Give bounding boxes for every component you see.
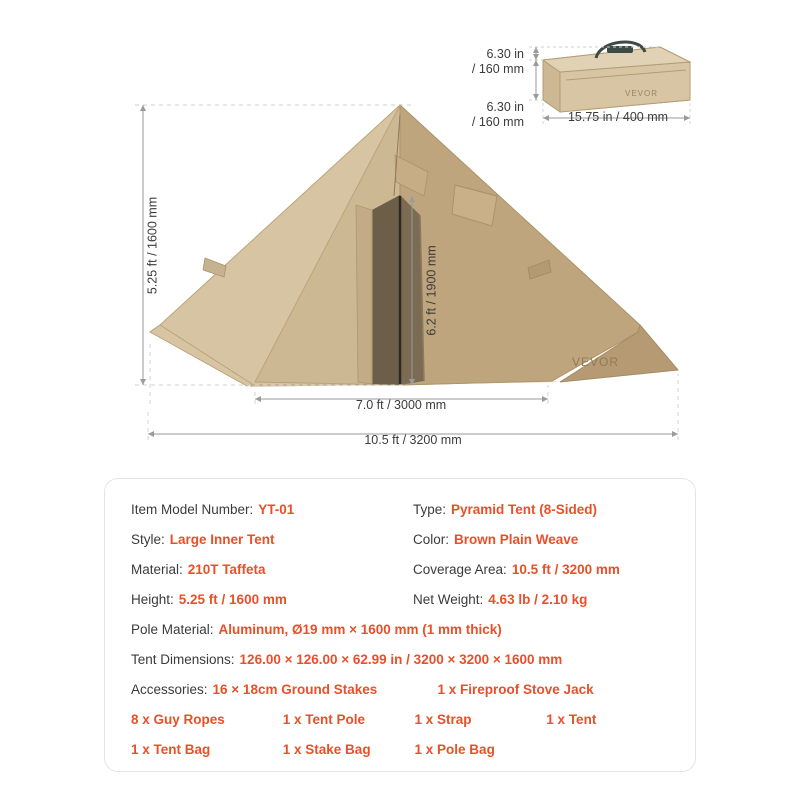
- spec-value: 5.25 ft / 1600 mm: [178, 592, 287, 607]
- spec-label: Item Model Number:: [131, 502, 254, 517]
- tent-inner-height-label: 6.2 ft / 1900 mm: [424, 245, 439, 336]
- tent-illustration: [150, 105, 678, 387]
- bag-brand-logo: VEVOR: [625, 89, 659, 98]
- tent-base-width-label: 7.0 ft / 3000 mm: [355, 398, 447, 412]
- spec-row: [131, 525, 669, 555]
- spec-label: Pole Material:: [131, 622, 214, 637]
- accessory-ground-stakes: 16 × 18cm Ground Stakes: [212, 682, 378, 697]
- bag-depth-label: [452, 100, 524, 130]
- spec-value: Pyramid Tent (8-Sided): [451, 502, 598, 517]
- list-item: 1 x Strap: [414, 712, 472, 727]
- spec-value: 4.63 lb / 2.10 kg: [488, 592, 588, 607]
- spec-value: Large Inner Tent: [169, 532, 275, 547]
- carry-bag-illustration: [543, 42, 690, 112]
- spec-accessories: [131, 675, 669, 705]
- tent-height-label: 5.25 ft / 1600 mm: [145, 196, 160, 295]
- list-item: 1 x Stake Bag: [282, 742, 371, 757]
- spec-row: [131, 585, 669, 615]
- spec-coverage-area: [413, 555, 669, 585]
- spec-pole-material: [131, 615, 669, 645]
- spec-label: Type:: [413, 502, 447, 517]
- spec-label: Color:: [413, 532, 450, 547]
- spec-label: Material:: [131, 562, 183, 577]
- accessories-label: Accessories:: [131, 682, 208, 697]
- bag-depth-label-line2: / 160 mm: [471, 115, 524, 129]
- spec-item-model-number: [131, 495, 413, 525]
- spec-net-weight: [413, 585, 669, 615]
- spec-row: [131, 555, 669, 585]
- spec-row: [131, 495, 669, 525]
- bag-depth-label-line1: 6.30 in: [486, 100, 524, 114]
- spec-type: [413, 495, 669, 525]
- spec-value: 210T Taffeta: [187, 562, 266, 577]
- spec-value: 10.5 ft / 3200 mm: [511, 562, 620, 577]
- list-item: 8 x Guy Ropes: [131, 712, 225, 727]
- spec-color: [413, 525, 669, 555]
- bag-height-label-line2: / 160 mm: [471, 62, 524, 76]
- spec-height: [131, 585, 413, 615]
- spec-label: Style:: [131, 532, 165, 547]
- accessories-list-row-1: [131, 705, 669, 735]
- bag-height-label: [452, 47, 524, 77]
- spec-value: Brown Plain Weave: [454, 532, 579, 547]
- spec-value: 126.00 × 126.00 × 62.99 in / 3200 × 3200 × 1600 mm: [239, 652, 563, 667]
- spec-material: [131, 555, 413, 585]
- list-item: 1 x Tent Bag: [131, 742, 211, 757]
- spec-style: [131, 525, 413, 555]
- bag-height-label-line1: 6.30 in: [486, 47, 524, 61]
- tent-brand-logo: VEVOR: [572, 355, 620, 369]
- accessories-list-row-2: [131, 735, 669, 765]
- list-item: 1 x Tent Pole: [282, 712, 366, 727]
- spec-tent-dimensions: [131, 645, 669, 675]
- spec-label: Tent Dimensions:: [131, 652, 235, 667]
- list-item: 1 x Pole Bag: [414, 742, 495, 757]
- tent-total-width-label: 10.5 ft / 3200 mm: [364, 433, 462, 447]
- spec-label: Height:: [131, 592, 174, 607]
- spec-label: Net Weight:: [413, 592, 484, 607]
- accessory-stove-jack: 1 x Fireproof Stove Jack: [437, 682, 594, 697]
- bag-length-label: 15.75 in / 400 mm: [567, 110, 669, 124]
- list-item: 1 x Tent: [546, 712, 597, 727]
- spec-value: Aluminum, Ø19 mm × 1600 mm (1 mm thick): [218, 622, 502, 637]
- spec-value: YT-01: [258, 502, 295, 517]
- specifications-panel: [104, 478, 696, 772]
- spec-label: Coverage Area:: [413, 562, 507, 577]
